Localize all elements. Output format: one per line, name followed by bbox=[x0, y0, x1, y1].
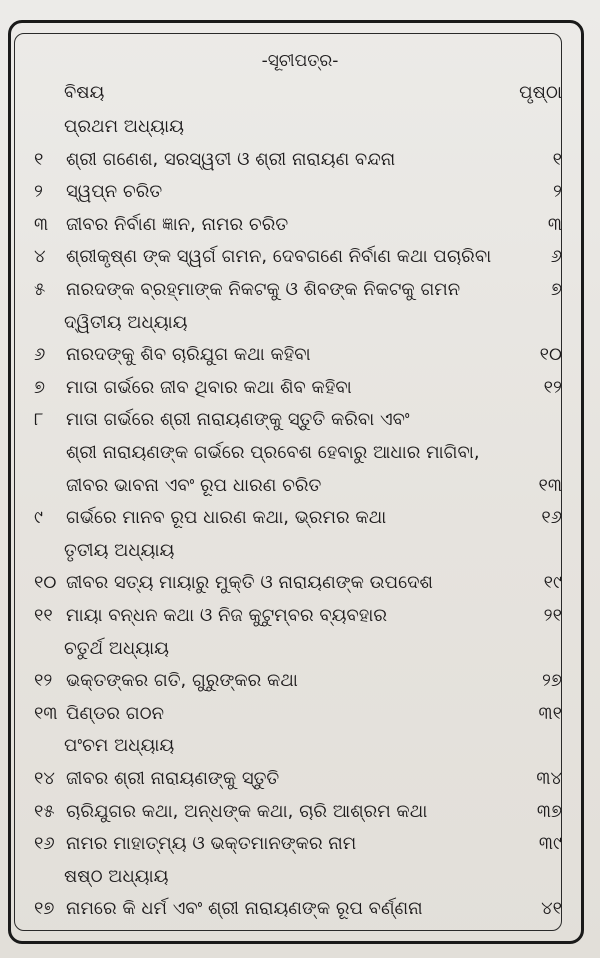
entry-page-number: ୧୦ bbox=[539, 344, 562, 366]
entry-title: ମାୟା ବନ୍ଧନ କଥା ଓ ନିଜ କୁଟୁମ୍ବର ବ୍ୟବହାର bbox=[66, 605, 388, 626]
section-heading: ଚତୁର୍ଥ ଅଧ୍ୟାୟ bbox=[64, 637, 170, 659]
entry-number: ୧୬ bbox=[34, 833, 55, 855]
toc-row bbox=[0, 436, 600, 470]
entry-number: ୧୦ bbox=[34, 572, 57, 594]
toc-row bbox=[0, 175, 600, 209]
entry-number: ୧୫ bbox=[34, 800, 55, 822]
entry-page-number: ୨୭ bbox=[542, 670, 562, 692]
entry-number: ୧୭ bbox=[34, 898, 55, 920]
toc-row bbox=[0, 338, 600, 372]
toc-row bbox=[0, 599, 600, 633]
entry-number: ୧ bbox=[34, 148, 44, 170]
section-heading: ଦ୍ୱିତୀୟ ଅଧ୍ୟାୟ bbox=[64, 311, 188, 333]
toc-row bbox=[0, 892, 600, 926]
toc-row bbox=[0, 273, 600, 307]
entry-title: ଜୀବର ଶ୍ରୀ ନାରାୟଣଙ୍କୁ ସ୍ତୁତି bbox=[66, 768, 280, 789]
section-heading-row bbox=[0, 860, 600, 894]
entry-page-number: ୩ bbox=[547, 213, 562, 235]
entry-page-number: ୧୬ bbox=[541, 507, 562, 529]
entry-title: ଜୀବର ନିର୍ବାଣ ଜ୍ଞାନ, ନାମର ଚରିତ bbox=[66, 213, 289, 235]
toc-row bbox=[0, 664, 600, 698]
entry-title: ନାରଦଙ୍କ ବ୍ରହ୍ମାଙ୍କ ନିକଟକୁ ଓ ଶିବଙ୍କ ନିକଟକୁ ଗମନ bbox=[66, 279, 461, 300]
toc-header-row bbox=[0, 76, 600, 110]
section-heading: ପ୍ରଥମ ଅଧ୍ୟାୟ bbox=[64, 116, 184, 137]
entry-number: ୧୨ bbox=[34, 670, 53, 692]
entry-number: ୧୩ bbox=[34, 702, 58, 724]
entry-title: ଶ୍ରୀକୃଷ୍ଣ ଙ୍କ ସ୍ୱର୍ଗ ଗମନ, ଦେବଗଣେ ନିର୍ବାଣ କଥା ପଚାରିବା bbox=[66, 246, 492, 268]
entry-title: ପିଣ୍ଡର ଗଠନ bbox=[66, 702, 165, 724]
entry-number: ୭ bbox=[34, 376, 46, 398]
section-heading-row bbox=[0, 110, 600, 144]
toc-row bbox=[0, 795, 600, 829]
entry-page-number: ୧୩ bbox=[538, 474, 562, 496]
toc-row bbox=[0, 208, 600, 242]
entry-page-number: ୨୧ bbox=[543, 605, 562, 626]
toc-row bbox=[0, 501, 600, 535]
entry-title: ଶ୍ରୀ ଗଣେଶ, ସରସ୍ୱତୀ ଓ ଶ୍ରୀ ନାରାୟଣ ବନ୍ଦନା bbox=[66, 148, 396, 170]
entry-title: ଶ୍ରୀ ନାରାୟଣଙ୍କ ଗର୍ଭରେ ପ୍ରବେଶ ହେବାରୁ ଆଧାର ମାଗିବା, bbox=[66, 442, 480, 463]
entry-title: ଚାରିଯୁଗର କଥା, ଅନ୍ଧଙ୍କ କଥା, ଚାରି ଆଶ୍ରମ କଥା bbox=[66, 800, 428, 822]
entry-number: ୬ bbox=[34, 344, 46, 366]
entry-page-number: ୩୪ bbox=[536, 768, 562, 789]
entry-title: ମାତା ଗର୍ଭରେ ଜୀବ ଥିବାର କଥା ଶିବ କହିବା bbox=[66, 376, 352, 398]
entry-number: ୩ bbox=[34, 213, 49, 235]
entry-page-number: ୧୨ bbox=[543, 376, 562, 398]
section-heading-row bbox=[0, 534, 600, 568]
entry-number: ୫ bbox=[34, 279, 46, 300]
entry-page-number: ୩୯ bbox=[538, 833, 562, 855]
entry-page-number: ୧୯ bbox=[543, 572, 562, 594]
entry-number: ୨ bbox=[34, 181, 43, 203]
toc-row bbox=[0, 403, 600, 437]
section-heading: ତୃତୀୟ ଅଧ୍ୟାୟ bbox=[64, 539, 175, 561]
toc-row bbox=[0, 762, 600, 796]
entry-page-number: ୩୭ bbox=[536, 800, 562, 822]
section-heading-row bbox=[0, 729, 600, 763]
entry-number: ୯ bbox=[34, 507, 43, 529]
entry-title: ଜୀବର ଭାବନା ଏବଂ ରୂପ ଧାରଣ ଚରିତ bbox=[66, 474, 322, 496]
toc-row bbox=[0, 566, 600, 600]
entry-page-number: ୭ bbox=[550, 279, 562, 300]
subject-header: ବିଷୟ bbox=[64, 82, 105, 103]
section-heading: ଷଷ୍ଠ ଅଧ୍ୟାୟ bbox=[64, 865, 169, 887]
entry-title: ନାରଦଙ୍କୁ ଶିବ ଚାରିଯୁଗ କଥା କହିବା bbox=[66, 344, 311, 366]
toc-row bbox=[0, 827, 600, 861]
entry-page-number: ୩୧ bbox=[538, 702, 562, 724]
toc-title: -ସୂଚୀପତ୍ର- bbox=[261, 51, 339, 71]
toc-row bbox=[0, 371, 600, 405]
section-heading-row bbox=[0, 306, 600, 340]
section-heading: ପଂଚମ ଅଧ୍ୟାୟ bbox=[64, 735, 175, 757]
entry-number: ୪ bbox=[34, 246, 46, 268]
entry-title: ଗର୍ଭରେ ମାନବ ରୂପ ଧାରଣ କଥା, ଭ୍ରମର କଥା bbox=[66, 507, 387, 529]
entry-number: ୧୪ bbox=[34, 768, 55, 789]
entry-number: ୮ bbox=[34, 409, 44, 431]
page-header: ପୃଷ୍ଠା bbox=[519, 82, 562, 103]
entry-title: ଭକ୍ତଙ୍କର ଗତି, ଗୁରୁଙ୍କର କଥା bbox=[66, 670, 298, 692]
entry-title: ସ୍ୱପ୍ନ ଚରିତ bbox=[66, 181, 163, 203]
toc-row bbox=[0, 469, 600, 503]
entry-page-number: ୨ bbox=[553, 181, 562, 203]
entry-title: ନାମରେ କି ଧର୍ମ ଏବଂ ଶ୍ରୀ ନାରାୟଣଙ୍କ ରୂପ ବର୍ଣ୍ଣନା bbox=[66, 898, 423, 920]
toc-row bbox=[0, 697, 600, 731]
toc-row bbox=[0, 240, 600, 274]
entry-page-number: ୧ bbox=[552, 148, 562, 170]
toc-row bbox=[0, 143, 600, 177]
entry-page-number: ୪୧ bbox=[541, 898, 562, 920]
entry-title: ନାମର ମାହାତ୍ମ୍ୟ ଓ ଭକ୍ତମାନଙ୍କର ନାମ bbox=[66, 833, 357, 855]
entry-page-number: ୬ bbox=[550, 246, 562, 268]
section-heading-row bbox=[0, 632, 600, 666]
entry-title: ମାତା ଗର୍ଭରେ ଶ୍ରୀ ନାରାୟଣଙ୍କୁ ସ୍ତୁତି କରିବା ଏବଂ bbox=[66, 409, 410, 431]
entry-title: ଜୀବର ସତ୍ୟ ମାୟାରୁ ମୁକ୍ତି ଓ ନାରାୟଣଙ୍କ ଉପଦେଶ bbox=[66, 572, 433, 594]
entry-number: ୧୧ bbox=[34, 605, 53, 626]
